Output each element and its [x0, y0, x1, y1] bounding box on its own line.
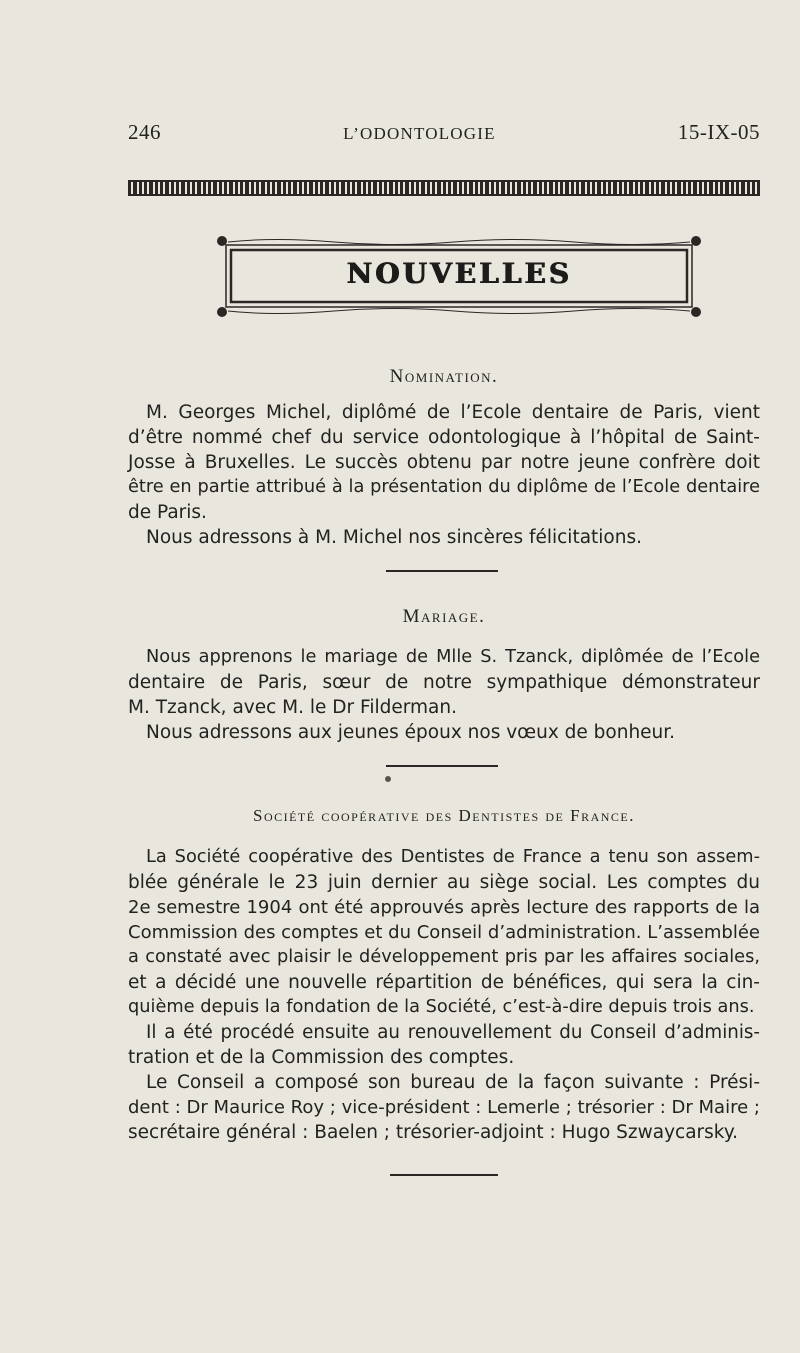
- text-line: Commission des comptes et du Conseil d’administration. L’assemblée: [128, 922, 760, 943]
- page-number: 246: [128, 120, 161, 144]
- text-line: dentaire de Paris, sœur de notre sympathique démonstrateur: [128, 672, 760, 693]
- section-divider: [390, 1174, 498, 1176]
- text-line: Le Conseil a composé son bureau de la façon suivante : Prési-: [146, 1072, 760, 1093]
- running-header: [128, 120, 760, 145]
- section-heading-nomination: Nomination.: [389, 366, 499, 387]
- title-cartouche: [214, 233, 704, 319]
- text-line: Josse à Bruxelles. Le succès obtenu par notre jeune confrère doit: [128, 452, 760, 473]
- section-heading-societe: Société coopérative des Dentistes de France.: [252, 806, 635, 825]
- paragraph-mariage-2: [128, 720, 760, 745]
- text-line: 2e semestre 1904 ont été approuvés après lecture des rapports de la: [128, 897, 760, 918]
- text-line: Nous adressons à M. Michel nos sincères félicitations.: [146, 527, 642, 548]
- ink-speck: [385, 776, 391, 782]
- ornamental-border: [128, 180, 760, 196]
- paragraph-mariage-1: [128, 645, 760, 720]
- text-line: dent : Dr Maurice Roy ; vice-président : Lemerle ; trésorier : Dr Maire ;: [128, 1097, 760, 1118]
- section-heading-mariage: Mariage.: [402, 606, 486, 627]
- text-line: Nous apprenons le mariage de Mlle S. Tzanck, diplômée de l’Ecole: [146, 647, 760, 667]
- paragraph-nomination-2: [128, 525, 760, 550]
- text-line: La Société coopérative des Dentistes de France a tenu son assem-: [146, 847, 760, 867]
- paragraph-societe-1: [128, 845, 760, 1020]
- text-line: être en partie attribué à la présentation du diplôme de l’Ecole dentaire: [128, 477, 760, 497]
- journal-title: L’ODONTOLOGIE: [343, 124, 496, 143]
- text-line: secrétaire général : Baelen ; trésorier-adjoint : Hugo Szwaycarsky.: [128, 1122, 739, 1143]
- text-line: tration et de la Commission des comptes.: [128, 1047, 515, 1068]
- text-line: et a décidé une nouvelle répartition de bénéfices, qui sera la cin-: [128, 972, 760, 993]
- text-line: M. Georges Michel, diplômé de l’Ecole dentaire de Paris, vient: [146, 402, 760, 423]
- section-divider: [386, 765, 498, 767]
- paragraph-nomination-1: [128, 400, 760, 525]
- text-line: Nous adressons aux jeunes époux nos vœux de bonheur.: [146, 722, 676, 743]
- text-line: de Paris.: [128, 502, 207, 523]
- section-divider: [386, 570, 498, 572]
- paragraph-societe-3: [128, 1070, 760, 1145]
- issue-date: 15-IX-05: [677, 120, 760, 144]
- paragraph-societe-2: [128, 1020, 760, 1070]
- text-line: a constaté avec plaisir le développement pris par les affaires sociales,: [128, 947, 760, 967]
- text-line: Il a été procédé ensuite au renouvellement du Conseil d’adminis-: [146, 1022, 760, 1043]
- section-title: NOUVELLES: [346, 257, 572, 290]
- text-line: d’être nommé chef du service odontologique à l’hôpital de Saint-: [128, 427, 760, 448]
- text-line: blée générale le 23 juin dernier au siège social. Les comptes du: [128, 872, 760, 893]
- text-line: M. Tzanck, avec M. le Dr Filderman.: [128, 697, 457, 718]
- text-line: quième depuis la fondation de la Société, c’est-à-dire depuis trois ans.: [128, 997, 755, 1017]
